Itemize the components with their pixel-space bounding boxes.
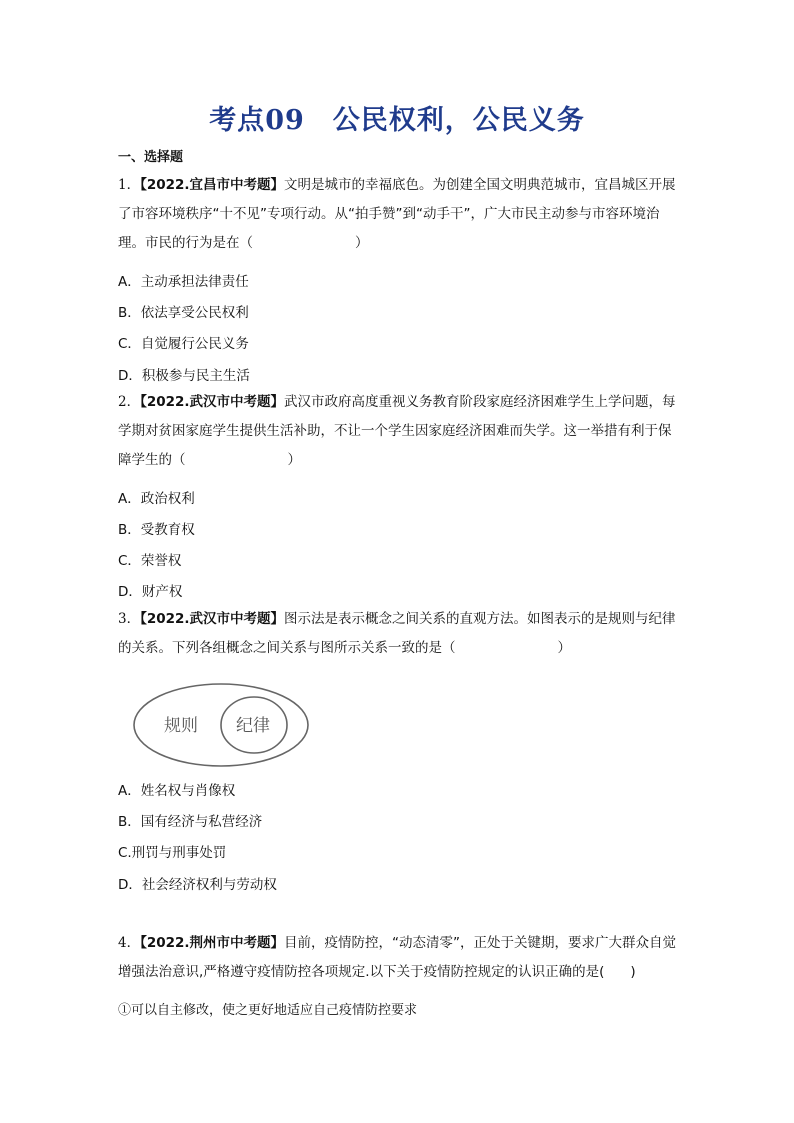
question-number: 1． <box>118 177 141 193</box>
inner-label: 纪律 <box>236 716 270 736</box>
question-text: 文明是城市的幸福底色。为创建全国文明典范城市，宜昌城区开展了市容环境秩序“十不见”专项行动。从“拍手赞”到“动手干”，广大市民主动参与市容环境治理。市民的行为是在（ <box>118 177 676 251</box>
option-b[interactable]: B．受教育权 <box>118 522 195 538</box>
question-text: 图示法是表示概念之间关系的直观方法。如图表示的是规则与纪律的关系。下列各组概念之间关系与图所示关系一致的是（ <box>118 611 676 656</box>
question-source: 【2022.荆州市中考题】 <box>140 935 285 951</box>
option-b[interactable]: B．依法享受公民权利 <box>118 305 249 321</box>
question-source: 【2022.武汉市中考题】 <box>140 394 285 410</box>
question-2 <box>118 388 678 475</box>
section-heading: 一、选择题 <box>118 150 184 165</box>
question-paren-close: ） <box>287 452 301 468</box>
outer-label: 规则 <box>164 716 198 736</box>
question-3 <box>118 605 678 663</box>
question-4 <box>118 929 678 987</box>
question-number: 2． <box>118 394 141 410</box>
option-b[interactable]: B．国有经济与私营经济 <box>118 814 263 830</box>
question-text: 武汉市政府高度重视义务教育阶段家庭经济困难学生上学问题，每学期对贫困家庭学生提供生活补助，不让一个学生因家庭经济困难而失学。这一举措有利于保障学生的（ <box>118 394 676 468</box>
question-paren-close: ） <box>355 235 369 251</box>
question-1 <box>118 171 678 258</box>
question-number: 4． <box>118 935 141 951</box>
option-a[interactable]: A．政治权利 <box>118 491 195 507</box>
option-d[interactable]: D．财产权 <box>118 584 183 600</box>
question-text: 目前，疫情防控，“动态清零”，正处于关键期，要求广大群众自觉增强法治意识,严格遵守疫情防控各项规定.以下关于疫情防控规定的认识正确的是( <box>118 935 677 980</box>
option-c[interactable]: C.刑罚与刑事处罚 <box>118 845 227 861</box>
option-a[interactable]: A．姓名权与肖像权 <box>118 783 236 799</box>
option-d[interactable]: D．社会经济权利与劳动权 <box>118 877 277 893</box>
question-source: 【2022.武汉市中考题】 <box>140 611 285 627</box>
option-d[interactable]: D．积极参与民主生活 <box>118 368 250 384</box>
rule-discipline-diagram <box>132 682 310 768</box>
option-c[interactable]: C．自觉履行公民义务 <box>118 336 249 352</box>
option-c[interactable]: C．荣誉权 <box>118 553 182 569</box>
question-source: 【2022.宜昌市中考题】 <box>140 177 285 193</box>
statement-item: ①可以自主修改，使之更好地适应自己疫情防控要求 <box>118 1003 418 1018</box>
question-number: 3． <box>118 611 141 627</box>
question-paren-close: ） <box>557 640 571 656</box>
question-paren-close: ) <box>630 964 636 980</box>
page-title: 考点09 公民权利，公民义务 <box>209 105 585 136</box>
option-a[interactable]: A．主动承担法律责任 <box>118 274 249 290</box>
